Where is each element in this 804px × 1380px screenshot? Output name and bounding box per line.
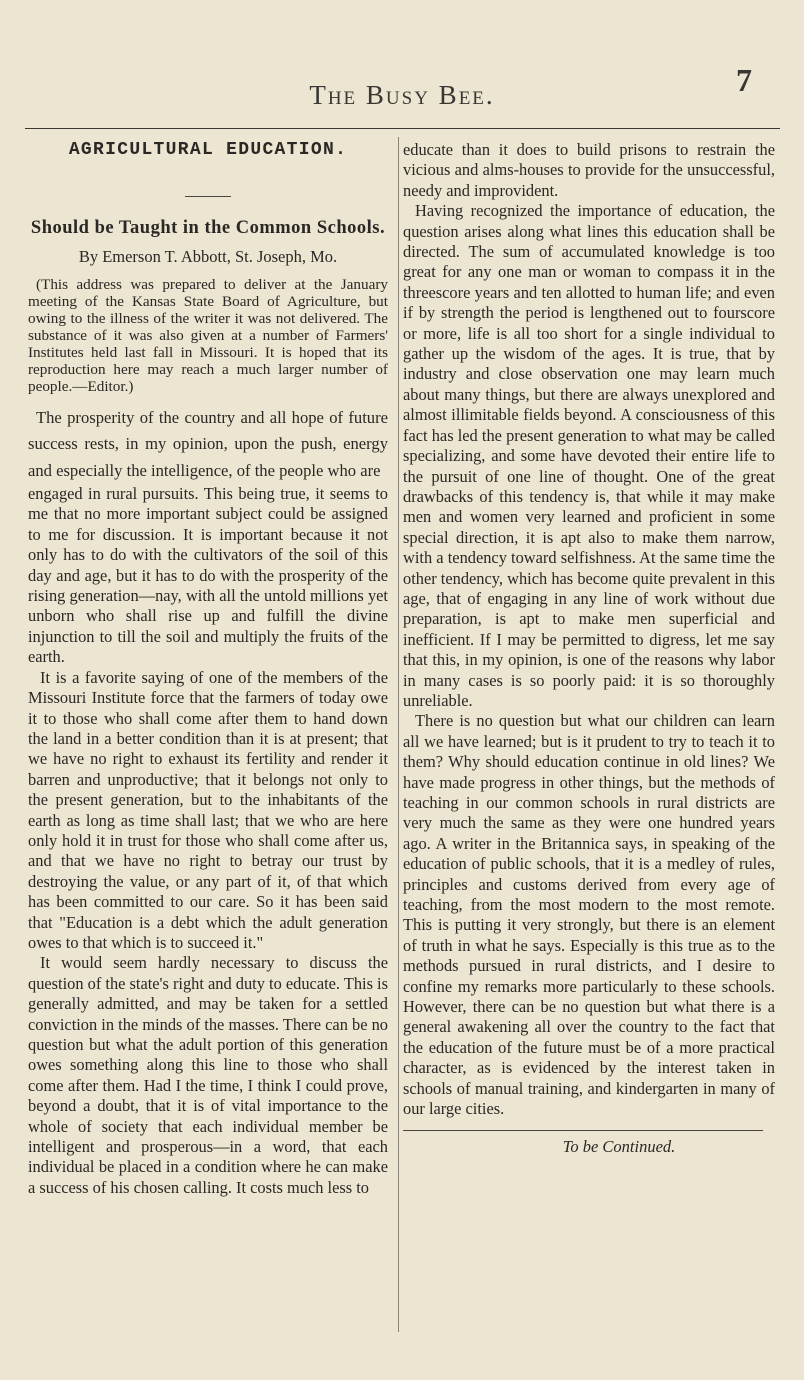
continued-note: To be Continued. xyxy=(562,1136,676,1156)
paragraph-2: It is a favorite saying of one of the members of the Missouri Institute force that the farmers of today owe it to those who shall come after them to hand down the land in a better condition than it is at present; that we have no right to exhaust its fertility and render it barren and unproductive; that it belongs not only to the present generation, but to the inhabitants of the earth as long as time shall last; that we who are here only hold it in trust for those who shall come after us, and that we have no right to betray our trust by destroying the value, or any part of it, of that which has been committed to our care. So it has been said that "Education is a debt which the adult generation owes to that which is to succeed it." xyxy=(28,667,388,952)
paragraph-1-lead: The prosperity of the country and all hope of future success rests, in my opinion, upon the push, energy and especially the intelligence, of the people who are xyxy=(28,407,388,480)
article-title: Should be Taught in the Common Schools. xyxy=(30,218,386,239)
left-column xyxy=(28,140,388,1198)
paragraph-4: Having recognized the importance of education, the question arises along what lines this education shall be directed. The sum of accumulated knowledge is too great for any one man or woman to compass it in the threescore years and ten allotted to human life; and even if by strength the period is lengthened out to fourscore or more, life is all too short for a single individual to gather up the wisdom of the ages. It is true, that by industry and close observation one may learn much about many things, but there are always unexplored and almost illimitable fields beyond. A consciousness of this fact has led the present generation to what may be called specializing, and some have devoted their entire life to the pursuit of one line of thought. One of the great drawbacks of this tendency is, that while it may make men and women very learned and proficient in some special direction, it is apt also to make them narrow, with a tendency toward selfishness. At the same time the other tendency, which has become quite prevalent in this age, that of engaging in any line of work without due preparation, is apt to make men superficial and inefficient. If I may be permitted to digress, let me say that this, in my opinion, is one of the reasons why labor in many cases is so poorly paid: it is so thoroughly unreliable. xyxy=(403,201,775,710)
page-number: 7 xyxy=(736,62,752,98)
header-rule xyxy=(25,128,780,129)
paragraph-1: engaged in rural pursuits. This being true, it seems to me that no more important subject could be assigned to me for discussion. It is important because it not only has to do with the cultivators of the soil of this day and age, but it has to do with the prosperity of the rising generation—nay, with all the untold millions yet unborn who shall rise up and fulfill the divine injunction to till the soil and multiply the fruits of the earth. xyxy=(28,484,388,667)
end-rule xyxy=(403,1130,763,1131)
paragraph-3-continued: educate than it does to build prisons to restrain the vicious and alms-houses to provide for the unsuccessful, needy and improvident. xyxy=(403,140,775,200)
right-column xyxy=(403,140,775,1157)
section-title: AGRICULTURAL EDUCATION. xyxy=(68,140,348,160)
running-head: The Busy Bee. xyxy=(309,80,495,110)
byline: By Emerson T. Abbott, St. Joseph, Mo. xyxy=(78,247,338,267)
paragraph-3: It would seem hardly necessary to discuss the question of the state's right and duty to educate. This is generally admitted, and may be taken for a settled conviction in the minds of the masses. There can be no question but what the adult portion of this generation owes something along this line to those who shall come after them. Had I the time, I think I could prove, beyond a doubt, that it is of vital importance to the whole of society that each individual member be intelligent and prosperous—in a word, that each individual be placed in a condition where he can make a success of his chosen calling. It costs much less to xyxy=(28,953,388,1197)
editor-note: (This address was prepared to deliver at the January meeting of the Kansas State Board of Agriculture, but owing to the illness of the writer it was not delivered. The substance of it was also given at a number of Farmers' Institutes held last fall in Missouri. It is hoped that its reproduction here may reach a much larger number of people.—Editor.) xyxy=(28,275,388,395)
column-divider xyxy=(398,137,399,1332)
section-divider xyxy=(185,196,231,197)
paragraph-5: There is no question but what our children can learn all we have learned; but is it prudent to try to teach it to them? Why should education continue in old lines? We have made progress in other things, but the methods of teaching in our common schools in rural districts are very much the same as they were one hundred years ago. A writer in the Britannica says, in speaking of the education of public schools, that it is a medley of rules, principles and customs derived from every age of teaching, from the most modern to the most remote. This is putting it very strongly, but there is an element of truth in what he says. Especially is this true as to the methods pursued in rural districts, and I desire to confine my remarks more particularly to these schools. However, there can be no question but what there is a general awakening all over the country to the fact that the education of the future must be of a more practical character, as is evidenced by the interest taken in schools of manual training, and kindergarten in many of our large cities. xyxy=(403,711,775,1119)
